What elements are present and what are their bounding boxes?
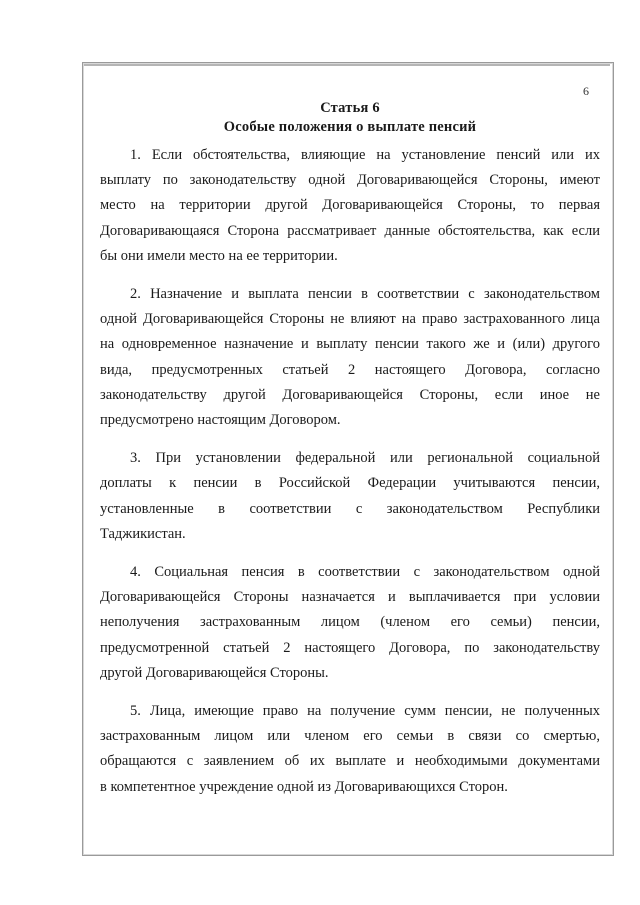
paragraph-line: Таджикистан. — [100, 525, 186, 542]
article-title: Особые положения о выплате пенсий — [223, 119, 477, 135]
paragraph-1 — [100, 143, 600, 269]
article-body — [100, 143, 600, 813]
paragraph-line: в компетентное учреждение одной из Договаривающихся Сторон. — [100, 778, 508, 795]
page-border-top-shadow — [84, 64, 610, 66]
paragraph-line: неполучения застрахованным лицом (членом его семьи) пенсии, — [100, 614, 600, 631]
paragraph-2 — [100, 282, 600, 433]
paragraph-line: 5. Лица, имеющие право на получение сумм пенсии, не полученных — [130, 703, 600, 720]
paragraph-3 — [100, 446, 600, 547]
page-number: 6 — [583, 84, 589, 98]
paragraph-line: место на территории другой Договаривающейся Стороны, то первая — [100, 197, 600, 214]
paragraph-line: 3. При установлении федеральной или региональной социальной — [130, 450, 600, 467]
paragraph-line: Договаривающаяся Сторона рассматривает данные обстоятельства, как если — [100, 222, 600, 239]
article-number: Статья 6 — [320, 100, 380, 116]
paragraph-line: доплаты к пенсии в Российской Федерации учитываются пенсии, — [100, 475, 600, 492]
paragraph-line: 1. Если обстоятельства, влияющие на установление пенсий или их — [130, 147, 600, 163]
paragraph-line: обращаются с заявлением об их выплате и необходимыми документами — [100, 753, 600, 770]
paragraph-line: предусмотрено настоящим Договором. — [100, 412, 341, 429]
paragraph-line: установленные в соответствии с законодательством Республики — [100, 500, 600, 517]
paragraph-line: другой Договаривающейся Стороны. — [100, 664, 329, 681]
paragraph-line: выплату по законодательству одной Договаривающейся Стороны, имеют — [100, 172, 600, 189]
paragraph-line: Договаривающейся Стороны назначается и выплачивается при условии — [100, 589, 600, 606]
paragraph-line: 4. Социальная пенсия в соответствии с законодательством одной — [130, 564, 600, 581]
paragraph-line: предусмотренной статьей 2 настоящего Договора, по законодательству — [100, 639, 600, 656]
paragraph-line: вида, предусмотренных статьей 2 настоящего Договора, согласно — [100, 361, 600, 378]
paragraph-line: 2. Назначение и выплата пенсии в соответствии с законодательством — [130, 286, 600, 303]
paragraph-line: одной Договаривающейся Стороны не влияют на право застрахованного лица — [100, 311, 600, 328]
paragraph-4 — [100, 560, 600, 686]
paragraph-line: законодательству другой Договаривающейся Стороны, если иное не — [100, 386, 600, 403]
paragraph-line: на одновременное назначение и выплату пенсии такого же и (или) другого — [100, 336, 600, 353]
paragraph-5 — [100, 699, 600, 800]
paragraph-line: бы они имели место на ее территории. — [100, 247, 338, 264]
paragraph-line: застрахованным лицом или членом его семьи в связи со смертью, — [100, 728, 600, 745]
